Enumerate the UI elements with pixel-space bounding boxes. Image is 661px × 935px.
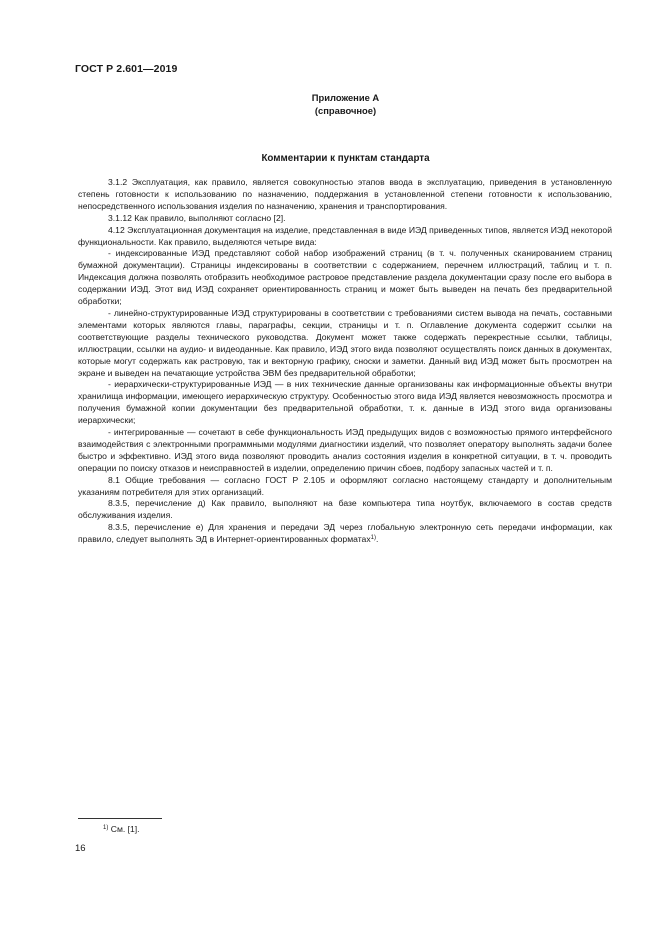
document-code-header: ГОСТ Р 2.601—2019 bbox=[75, 63, 178, 75]
paragraph-8-3-5-e-text: 8.3.5, перечисление е) Для хранения и передачи ЭД через глобальную электронную сеть передачи информации, как правило, следует выполнять ЭД в Интернет-ориентированных форматах bbox=[78, 522, 612, 545]
paragraph-3-1-2: 3.1.2 Эксплуатация, как правило, является совокупностью этапов ввода в эксплуатацию, приведения в установленную степень готовности к использованию по назначению, поддержания в установленной степени готовности к использованию, непосредственного использования изделия по назначению, хранения и транспортирования. bbox=[78, 177, 612, 211]
footnote-mark: 1) bbox=[103, 825, 109, 831]
paragraph-8-3-5-d: 8.3.5, перечисление д) Как правило, выполняют на базе компьютера типа ноутбук, включаемого в состав средств обслуживания изделия. bbox=[78, 498, 612, 521]
list-item-hierarchical: - иерархически-структурированные ИЭД — в них технические данные организованы как информационные объекты внутри хранилища информации, имеющего иерархическую структуру. Особенностью этого вида ИЭД является невозможность просмотра и получения бумажной копии документации без предварительной обработки, т. к. данные в ИЭД этого вида организованы иерархически; bbox=[78, 379, 612, 426]
list-item-indexed: - индексированные ИЭД представляют собой набор изображений страниц (в т. ч. полученных сканированием страниц бумажной документации). Страницы индексированы в соответствии с содержанием, перечнем иллюстраций, таблиц и т. п. Индексация должна позволять отобразить необходимое растровое представление раздела документации сразу после его выбора в содержании ИЭД. Этот вид ИЭД сохраняет ориентированность страниц и может быть выведен на печать без предварительной обработки; bbox=[78, 248, 612, 307]
footnote bbox=[103, 824, 140, 834]
list-item-linear-structured: - линейно-структурированные ИЭД структурированы в соответствии с требованиями систем вывода на печать, составными элементами которых являются главы, параграфы, секции, страницы и т. п. Оглавление документа содержит ссылки на соответствующие разделы технического руководства. Документ может также содержать перекрестные ссылки, таблицы, иллюстрации, ссылки на аудио- и видеоданные. Как правило, ИЭД этого вида позволяют осуществлять поиск данных в документах, которые могут содержать как растровую, так и векторную графику, сноски и заметки. Данный вид ИЭД может быть просмотрен на экране и выведен на печатающие устройства ЭВМ без предварительной обработки; bbox=[78, 307, 612, 378]
page-number: 16 bbox=[75, 843, 86, 854]
appendix-heading bbox=[0, 91, 661, 117]
paragraph-8-1: 8.1 Общие требования — согласно ГОСТ Р 2.105 и оформляют согласно настоящему стандарту и дополнительным указаниям потребителя для этих организаций. bbox=[78, 474, 612, 497]
paragraph-end-punctuation: . bbox=[375, 534, 379, 545]
list-item-integrated: - интегрированные — сочетают в себе функциональность ИЭД предыдущих видов с возможностью прямого интерфейсного взаимодействия с электронными программными модулями диагностики изделий, что позволяет оператору выполнять задачи более быстро и эффективно. ИЭД этого вида позволяют проводить анализ состояния изделия в конкретной ситуации, в т. ч. проводить операции по поиску отказов и неисправностей в изделии, определению причин сбоев, подбору запасных частей и т. п. bbox=[78, 427, 612, 473]
footnote-text: См. [1]. bbox=[110, 824, 140, 834]
body-text bbox=[78, 177, 612, 546]
footnote-divider bbox=[78, 818, 162, 819]
paragraph-3-1-12: 3.1.12 Как правило, выполняют согласно [2]. bbox=[108, 212, 286, 223]
paragraph-4-12: 4.12 Эксплуатационная документация на изделие, представленная в виде ИЭД приведенных типов, является ИЭД некоторой функциональности. Как правило, выделяются четыре вида: bbox=[78, 224, 612, 247]
appendix-title: Приложение А bbox=[311, 92, 380, 103]
paragraph-8-3-5-e bbox=[78, 522, 612, 546]
section-title: Комментарии к пунктам стандарта bbox=[261, 153, 430, 164]
footnote-reference[interactable]: 1) bbox=[370, 535, 376, 542]
appendix-subtitle: (справочное) bbox=[314, 105, 377, 116]
